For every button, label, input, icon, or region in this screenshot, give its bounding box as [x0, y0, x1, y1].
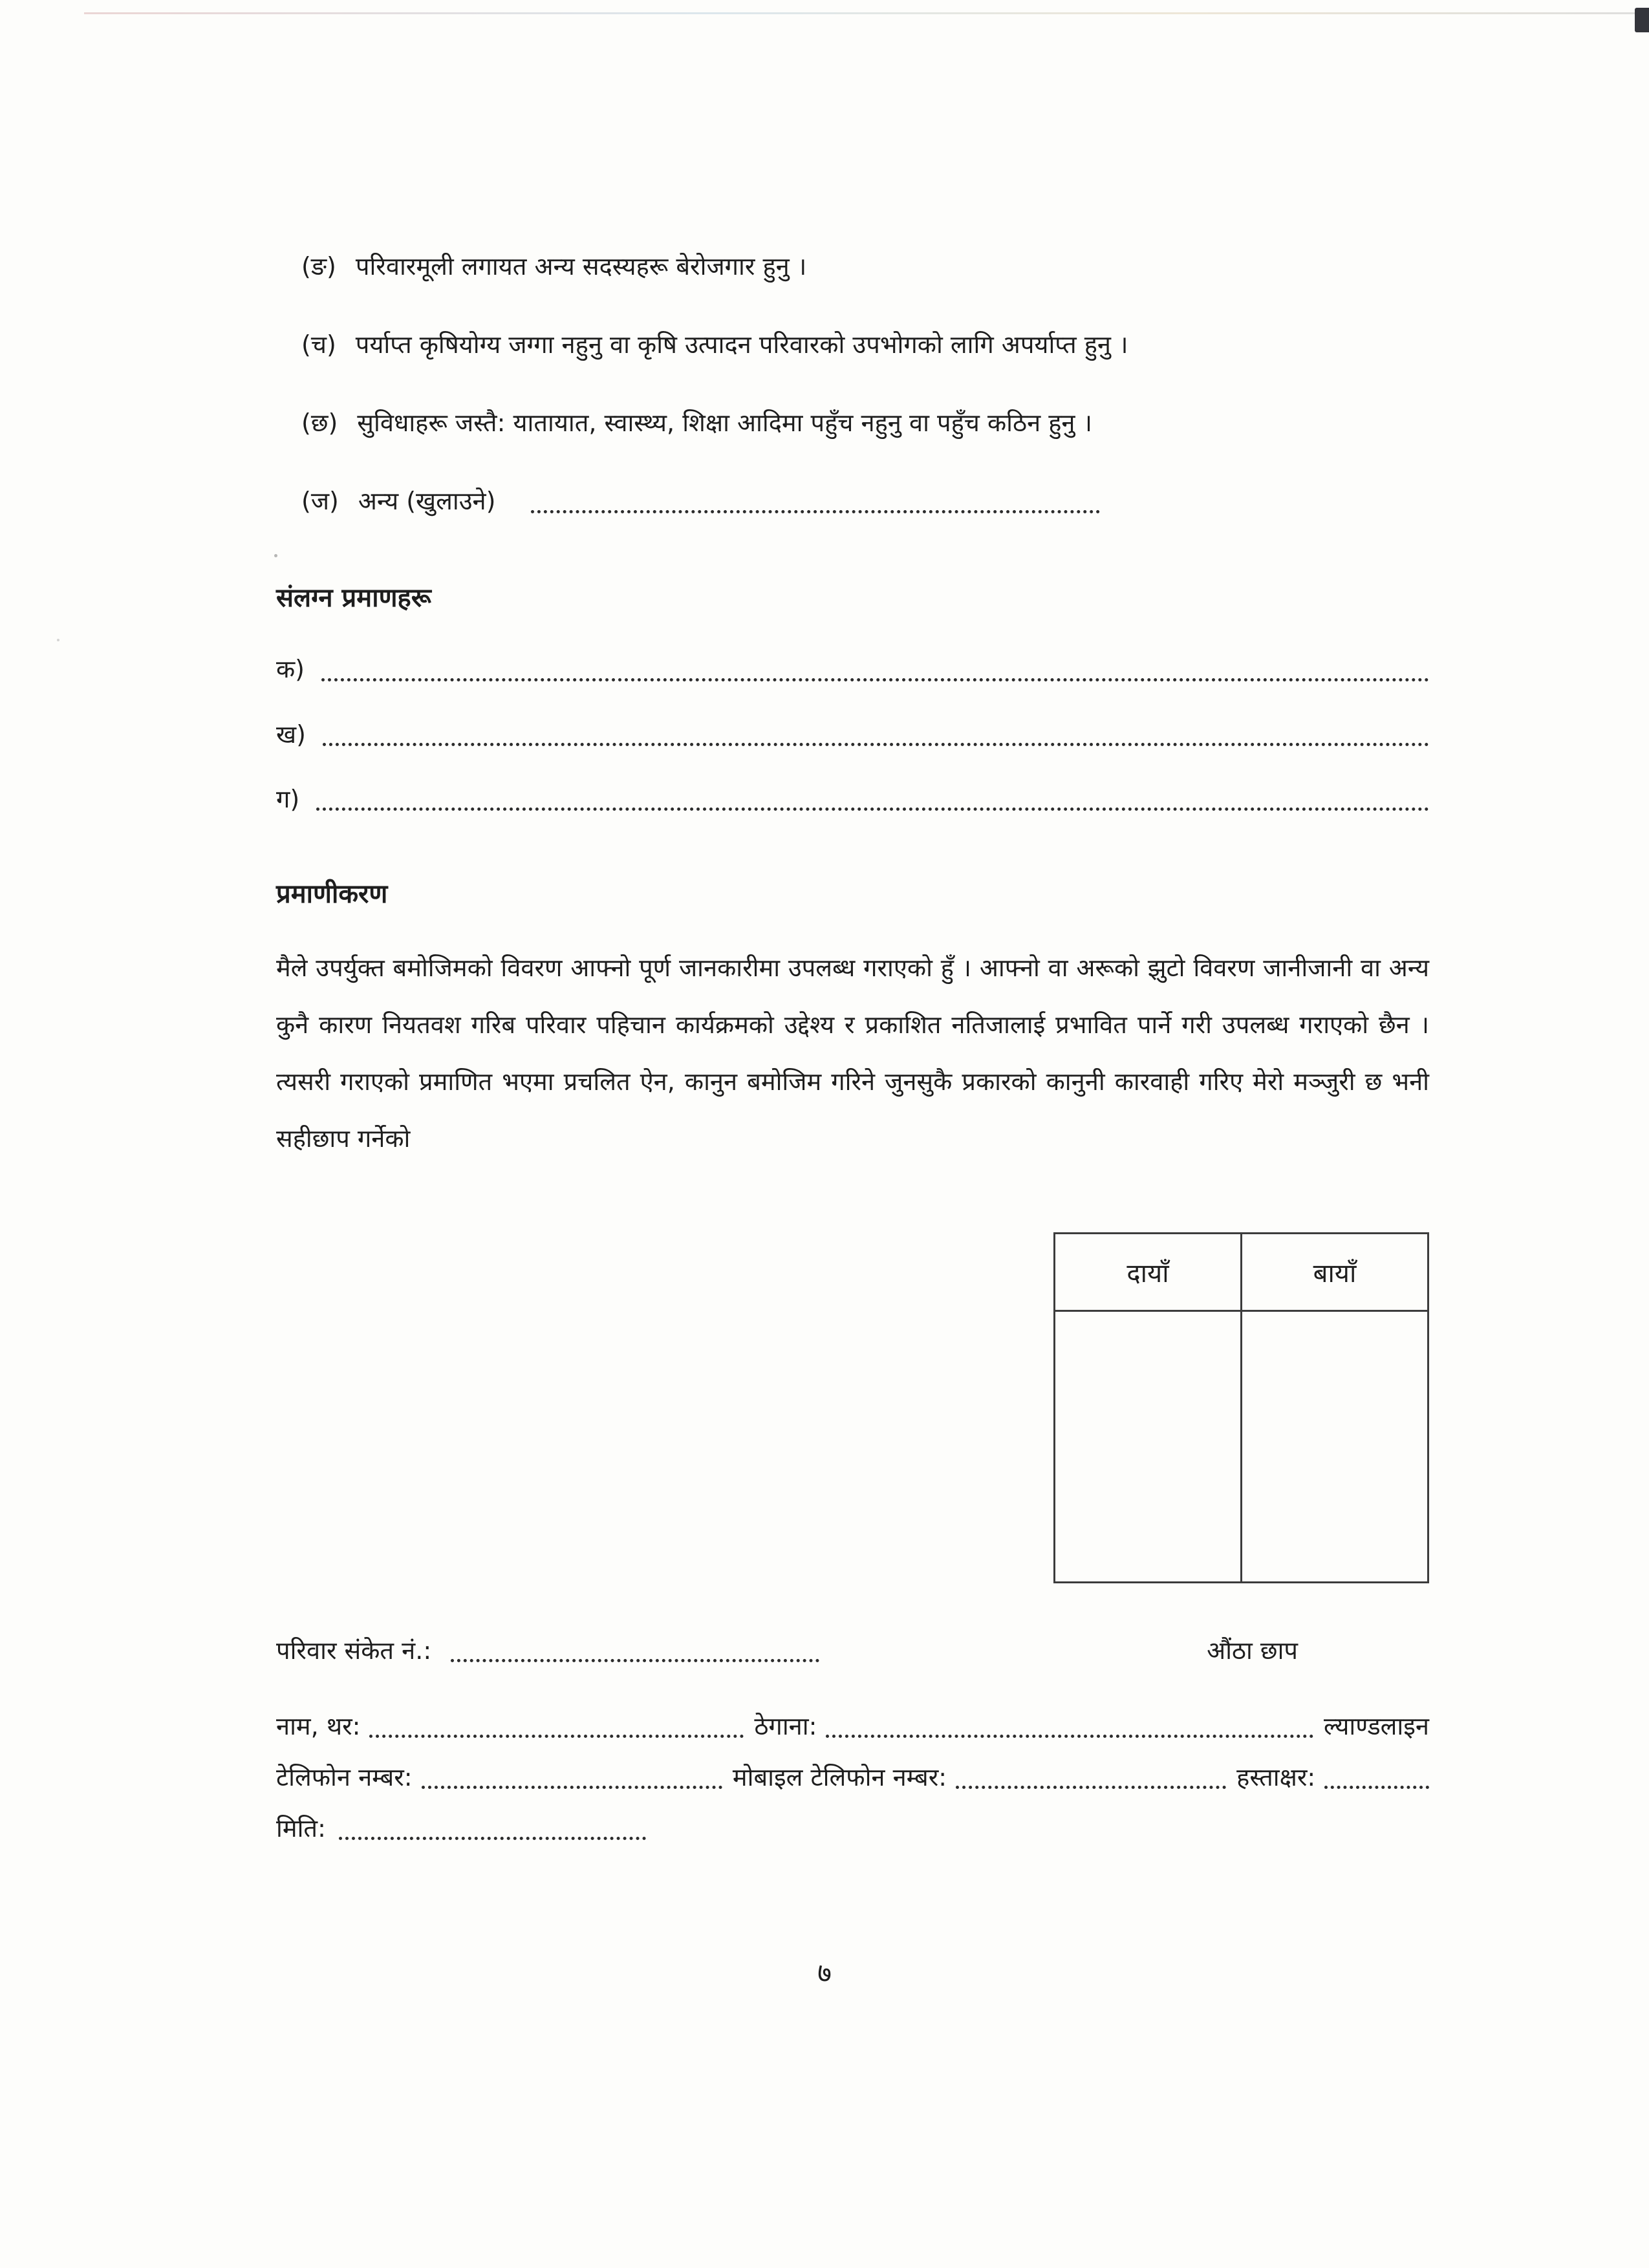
attachments-heading: संलग्न प्रमाणहरू: [276, 583, 431, 614]
attachment-row-kha: [276, 718, 1429, 752]
date-row: [276, 1812, 1429, 1846]
attachment-label: ख): [276, 720, 306, 749]
thumbprint-table-body: [1055, 1312, 1427, 1581]
attachment-label: ग): [276, 784, 300, 813]
family-code-label: परिवार संकेत नं.:: [276, 1636, 432, 1665]
thumbprint-box-left: [1242, 1312, 1427, 1581]
condition-text: पर्याप्त कृषियोग्य जग्गा नहुनु वा कृषि उत्पादन परिवारको उपभोगको लागि अपर्याप्त हुनु ।: [355, 330, 1128, 359]
condition-item-nga: [301, 249, 1429, 284]
thumbprint-table-header: [1055, 1234, 1427, 1312]
thumbprint-box-right: [1055, 1312, 1242, 1581]
condition-label: (ज): [301, 487, 339, 516]
family-code-blank-line: [451, 1655, 819, 1662]
signature-blank-line: [1324, 1782, 1429, 1789]
mobile-number-blank-line: [956, 1782, 1226, 1789]
mobile-label: मोबाइल टेलिफोन नम्बर:: [732, 1762, 947, 1792]
other-specify-blank-line: [531, 506, 1100, 513]
certification-heading: प्रमाणीकरण: [276, 879, 388, 909]
thumbprint-table: [1053, 1232, 1429, 1583]
attachment-row-ga: [276, 782, 1429, 817]
landline-label-part1: ल्याण्डलाइन: [1324, 1711, 1429, 1740]
thumbprint-header-right: दायाँ: [1055, 1234, 1242, 1310]
landline-number-blank-line: [422, 1782, 722, 1789]
attachment-row-ka: [276, 652, 1429, 687]
telephone-row: [276, 1760, 1429, 1795]
thumbprint-caption: औंठा छाप: [1207, 1636, 1298, 1665]
scan-artifact-speck: [57, 639, 59, 641]
attachment-blank-line: [323, 739, 1429, 746]
address-blank-line: [826, 1731, 1313, 1738]
family-code-row: [276, 1634, 1429, 1668]
conditions-list: [276, 249, 1429, 519]
page-number: ७: [817, 1957, 832, 1989]
condition-item-ja-other: [301, 484, 1429, 519]
form-content: [276, 0, 1429, 1846]
condition-item-cha: [301, 327, 1429, 363]
landline-label-part2: टेलिफोन नम्बर:: [276, 1762, 413, 1792]
condition-text: परिवारमूली लगायत अन्य सदस्यहरू बेरोजगार हुनु ।: [355, 252, 807, 281]
scan-artifact-corner-mark: [1635, 8, 1649, 32]
attachment-label: क): [276, 655, 305, 684]
attachment-blank-line: [316, 804, 1429, 811]
condition-text: अन्य (खुलाउने): [358, 487, 496, 516]
date-label: मिति:: [276, 1814, 326, 1843]
name-blank-line: [369, 1731, 744, 1738]
condition-text: सुविधाहरू जस्तै: यातायात, स्वास्थ्य, शिक्षा आदिमा पहुँच नहुनु वा पहुँच कठिन हुनु ।: [357, 409, 1092, 438]
name-address-row: [276, 1709, 1429, 1744]
address-label: ठेगाना:: [754, 1711, 817, 1740]
condition-label: (छ): [301, 409, 338, 438]
date-blank-line: [339, 1833, 646, 1840]
condition-item-chha: [301, 405, 1429, 441]
condition-label: (ङ): [301, 252, 336, 281]
thumbprint-header-left: बायाँ: [1313, 1258, 1357, 1289]
condition-label: (च): [301, 330, 336, 359]
certification-paragraph: मैले उपर्युक्त बमोजिमको विवरण आफ्नो पूर्ण जानकारीमा उपलब्ध गराएको हुँ । आफ्नो वा अरूको झुटो विवरण जानीजानी वा अन्य कुनै कारण नियतवश गरिब परिवार पहिचान कार्यक्रमको उद्देश्य र प्रकाशित नतिजालाई प्रभावित पार्ने गरी उपलब्ध गराएको छैन । त्यसरी गराएको प्रमाणित भएमा प्रचलित ऐन, कानुन बमोजिम गरिने जुनसुकै प्रकारको कानुनी कारवाही गरिए मेरो मञ्जुरी छ भनी सहीछाप गर्नेको: [276, 953, 1429, 1153]
attachment-blank-line: [321, 674, 1429, 681]
name-label: नाम, थर:: [276, 1711, 361, 1740]
signature-label: हस्ताक्षर:: [1236, 1762, 1316, 1792]
